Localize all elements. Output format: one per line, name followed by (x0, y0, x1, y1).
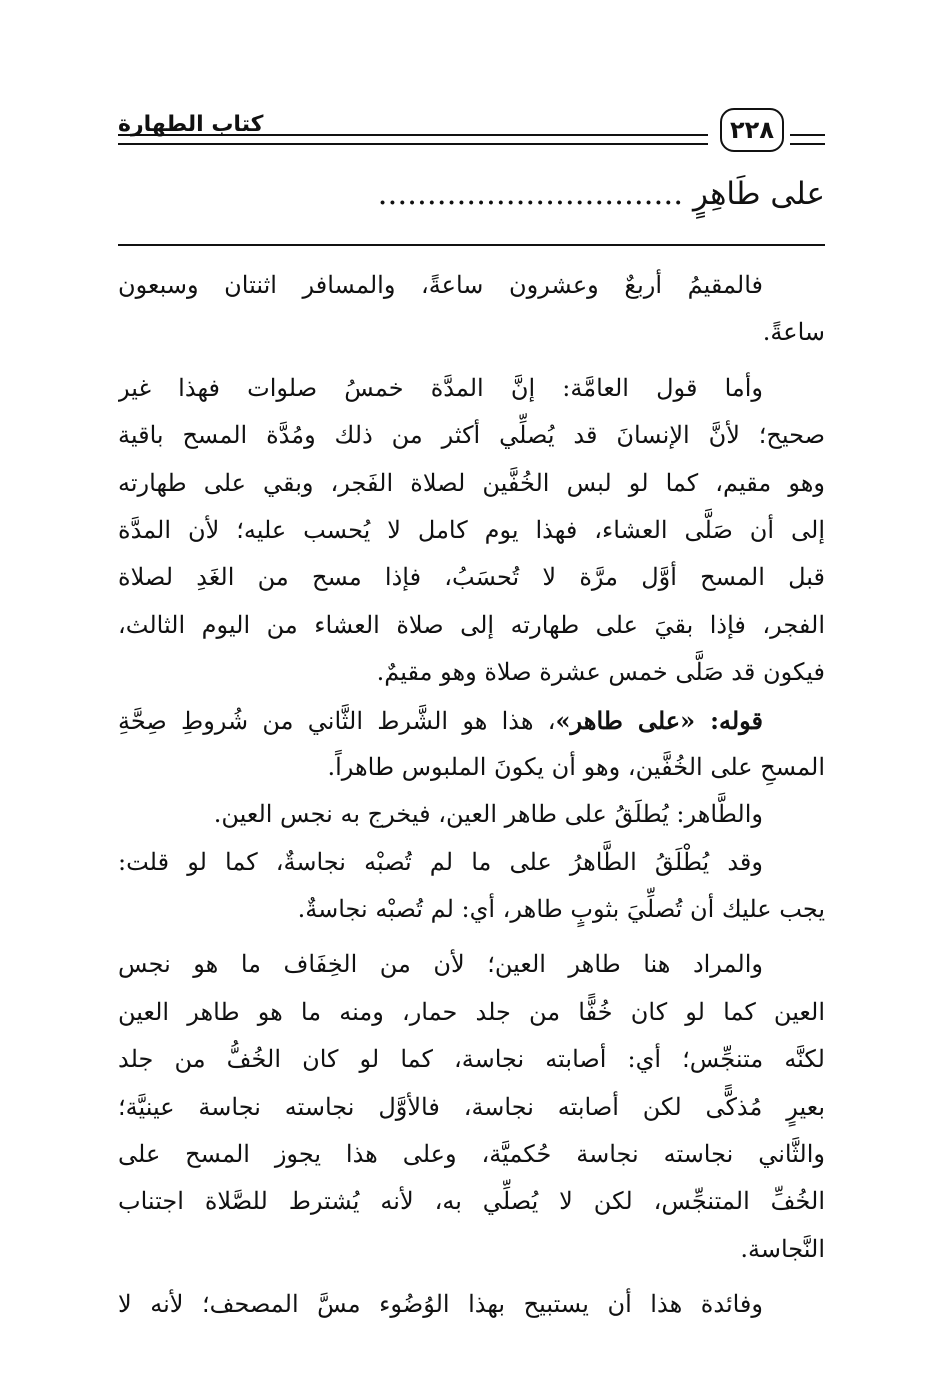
text-line: وهو مقيم، كما لو لبس الخُفَّين لصلاة الفَجر، وبقي على طهارته (118, 468, 825, 497)
text-line: الفجر، فإذا بقيَ على طهارته إلى صلاة العشاء من اليوم الثالث، (118, 610, 825, 639)
text-line: وأما قول العامَّة: إنَّ المدَّة خمسُ صلوات فهذا غير (118, 373, 763, 402)
page-header (118, 100, 825, 160)
text-line: والمراد هنا طاهر العين؛ لأن من الخِفَاف ما هو نجس (118, 950, 763, 979)
page-number: ٢٢٨ (720, 108, 784, 152)
text-line: فيكون قد صَلَّى خمس عشرة صلاة وهو مقيمٌ. (376, 658, 825, 687)
header-double-rule (118, 134, 708, 145)
commentary-body (118, 262, 825, 1329)
text-line: صحيح؛ لأنَّ الإنسانَ قد يُصلِّي أكثر من ذلك ومُدَّة المسح باقية (118, 421, 825, 450)
header-double-rule-right (790, 134, 825, 145)
text-fragment: ، هذا هو الشَّرط الثَّاني من شُروطِ صِحَّةِ (118, 706, 556, 735)
book-title: كتاب الطهارة (118, 112, 264, 137)
text-line: إلى أن صَلَّى العشاء، فهذا يوم كامل لا يُحسب عليه؛ لأن المدَّة (118, 515, 825, 544)
text-line: النَّجاسة. (740, 1234, 825, 1263)
text-line: يجب عليك أن تُصلِّيَ بثوبٍ طاهر، أي: لم تُصبْه نجاسةٌ. (297, 895, 825, 924)
matn-divider (118, 244, 825, 246)
text-line: ساعةً. (762, 318, 825, 347)
text-line: بعيرٍ مُذكًّى لكن أصابته نجاسة، فالأوَّل نجاسته نجاسة عينيَّة؛ (118, 1092, 825, 1121)
text-line (118, 697, 825, 744)
text-line: المسحِ على الخُفَّين، وهو أن يكونَ الملبوس طاهراً. (327, 752, 825, 781)
text-line: لكنَّه متنجِّس؛ أي: أصابته نجاسة، كما لو كان الخُفُّ من جلد (118, 1045, 825, 1074)
text-line: والطَّاهر: يُطلَقُ على طاهر العين، فيخرج به نجس العين. (213, 800, 763, 829)
matn-dots: ............................... (377, 176, 684, 212)
matn-text: على طَاهِرٍ (692, 176, 825, 212)
text-line: وقد يُطْلَقُ الطَّاهرُ على ما لم تُصبْه نجاسةٌ، كما لو قلت: (118, 847, 763, 876)
qawluhu-label: قوله: «على طاهر» (555, 705, 763, 735)
text-line: والثَّاني نجاسته نجاسة حُكميَّة، وعلى هذا يجوز المسح على (118, 1140, 825, 1169)
text-line: العين كما لو كان خُفًّا من جلد حمار، ومنه ما هو طاهر العين (118, 997, 825, 1026)
matn-line (378, 176, 825, 212)
text-line: قبل المسح أوَّل مرَّة لا تُحسَبُ، فإذا مسح من الغَدِ لصلاة (118, 563, 825, 592)
text-line: الخُفِّ المتنجِّس، لكن لا يُصلِّي به، لأنه يُشترط للصَّلاة اجتناب (118, 1187, 825, 1216)
text-line: وفائدة هذا أن يستبيح بهذا الوُضُوء مسَّ المصحف؛ لأنه لا (118, 1290, 763, 1319)
text-line: فالمقيمُ أربعٌ وعشرون ساعةً، والمسافر اثنتان وسبعون (118, 271, 763, 299)
